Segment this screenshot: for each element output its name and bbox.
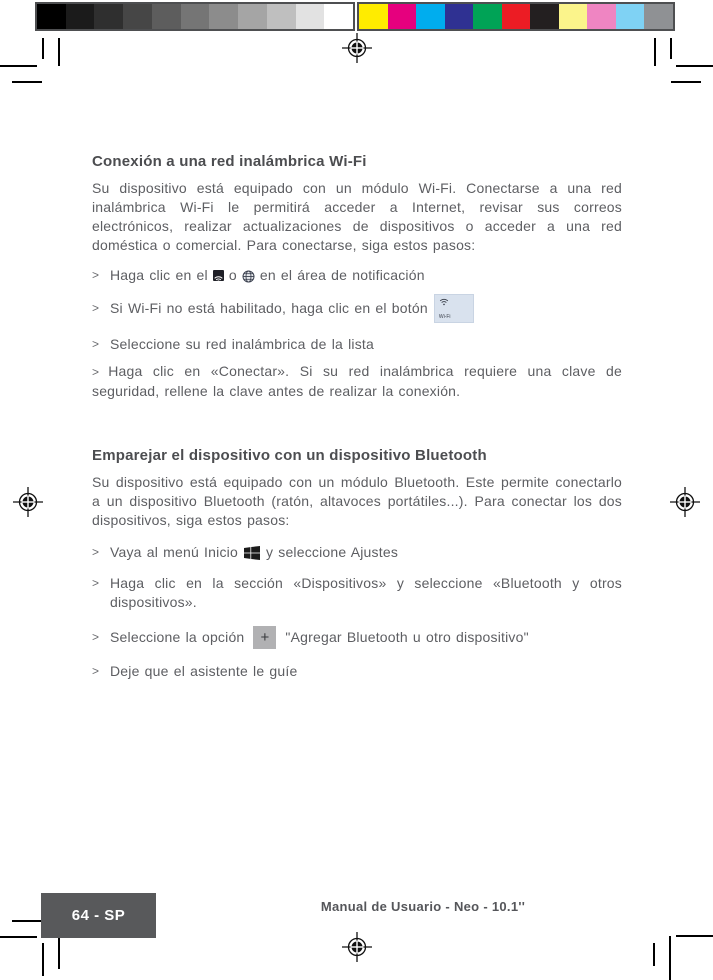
color-swatch: [66, 4, 95, 29]
bullet-text: Seleccione la opción: [110, 629, 245, 645]
color-swatch: [502, 4, 531, 29]
bullet-marker: >: [92, 576, 100, 590]
color-swatch: [416, 4, 445, 29]
color-swatch: [296, 4, 325, 29]
globe-icon: [242, 269, 255, 282]
bullet-marker: >: [92, 268, 100, 282]
bullet-marker: >: [92, 664, 100, 678]
bullet-wifi-notification-area: [92, 266, 622, 285]
color-swatch: [530, 4, 559, 29]
section-heading-bluetooth: Emparejar el dispositivo con un dispositivo Bluetooth: [92, 447, 487, 464]
crop-mark: [0, 65, 37, 67]
color-swatch: [267, 4, 296, 29]
bullet-text: y seleccione Ajustes: [265, 544, 399, 560]
bullet-marker: >: [92, 545, 100, 559]
bullet-text: o: [228, 267, 237, 283]
crop-mark: [653, 943, 655, 966]
bullet-text: en el área de notificación: [259, 267, 425, 283]
section-heading-wifi: Conexión a una red inalámbrica Wi-Fi: [92, 153, 367, 170]
color-swatch: [181, 4, 210, 29]
bullet-marker: >: [92, 337, 100, 351]
crop-mark: [671, 81, 701, 83]
crop-mark: [669, 936, 671, 980]
bullet-marker: >: [92, 630, 100, 644]
color-swatch: [209, 4, 238, 29]
bullet-text: Haga clic en el: [110, 267, 208, 283]
crop-mark: [58, 936, 60, 969]
color-swatch: [644, 4, 673, 29]
page-number-box: [41, 893, 156, 938]
wifi-tray-icon: [213, 270, 224, 281]
color-swatch: [473, 4, 502, 29]
bullet-wifi-enable-button: [92, 294, 622, 323]
crop-mark: [670, 38, 672, 59]
registration-mark: [670, 487, 700, 517]
bullet-devices-section: [92, 574, 622, 612]
crop-mark: [42, 943, 44, 976]
color-swatch: [238, 4, 267, 29]
color-swatch: [616, 4, 645, 29]
bullet-marker: >: [92, 365, 100, 379]
bullet-text: Haga clic en la sección «Dispositivos» y seleccione «Bluetooth y otros dispositivos».: [110, 575, 622, 610]
bullet-add-device: [92, 626, 622, 649]
crop-mark: [0, 936, 37, 938]
bullet-text: "Agregar Bluetooth u otro dispositivo": [285, 629, 529, 645]
bullet-text: Haga clic en «Conectar». Si su red inalámbrica requiere una clave de seguridad, rellene la clave antes de realizar la conexión.: [92, 363, 622, 399]
color-swatch: [324, 4, 353, 29]
bullet-wizard: [92, 662, 622, 681]
color-swatch: [587, 4, 616, 29]
plus-button: +: [253, 626, 276, 649]
section-intro-bluetooth: Su dispositivo está equipado con un módulo Bluetooth. Este permite conectarlo a un dispositivo Bluetooth (ratón, altavoces portátiles...). Para conectar los dos dispositivos, siga estos pasos:: [92, 474, 622, 528]
wifi-tile-label: Wi-Fi: [438, 314, 451, 320]
color-swatch: [37, 4, 66, 29]
section-intro-wifi: Su dispositivo está equipado con un módulo Wi-Fi. Conectarse a una red inalámbrica Wi-Fi le permitirá acceder a Internet, revisar sus correos electrónicos, realizar actualizaciones de dispositivos o acceder a una red doméstica o comercial. Para conectarse, siga estos pasos:: [92, 180, 622, 253]
crop-mark: [12, 81, 42, 83]
crop-mark: [676, 65, 713, 67]
crop-mark: [676, 935, 713, 937]
manual-title: Manual de Usuario - Neo - 10.1'': [320, 899, 526, 914]
color-calibration-bar: [357, 2, 675, 31]
registration-mark: [13, 487, 43, 517]
wifi-icon: [439, 298, 449, 306]
color-swatch: [445, 4, 474, 29]
registration-mark: [342, 33, 372, 63]
grayscale-calibration-bar: [35, 2, 355, 31]
bullet-start-menu: [92, 543, 622, 562]
color-swatch: [388, 4, 417, 29]
color-swatch: [123, 4, 152, 29]
crop-mark: [42, 38, 44, 59]
crop-mark: [654, 38, 656, 66]
wifi-quick-action-tile: [434, 294, 474, 323]
bullet-text: Deje que el asistente le guíe: [110, 663, 298, 679]
bullet-marker: >: [92, 301, 100, 315]
color-swatch: [359, 4, 388, 29]
bullet-select-network: [92, 335, 622, 354]
crop-mark: [12, 920, 42, 922]
color-swatch: [559, 4, 588, 29]
color-swatch: [152, 4, 181, 29]
windows-logo-icon: [244, 546, 260, 560]
color-swatch: [94, 4, 123, 29]
registration-mark: [342, 932, 372, 962]
bullet-text: Si Wi-Fi no está habilitado, haga clic en el botón: [110, 300, 428, 316]
page-number: 64 - SP: [71, 907, 126, 924]
bullet-connect: [92, 362, 622, 401]
crop-mark: [58, 38, 60, 66]
bullet-text: Vaya al menú Inicio: [110, 544, 238, 560]
bullet-text: Seleccione su red inalámbrica de la lista: [110, 336, 374, 352]
